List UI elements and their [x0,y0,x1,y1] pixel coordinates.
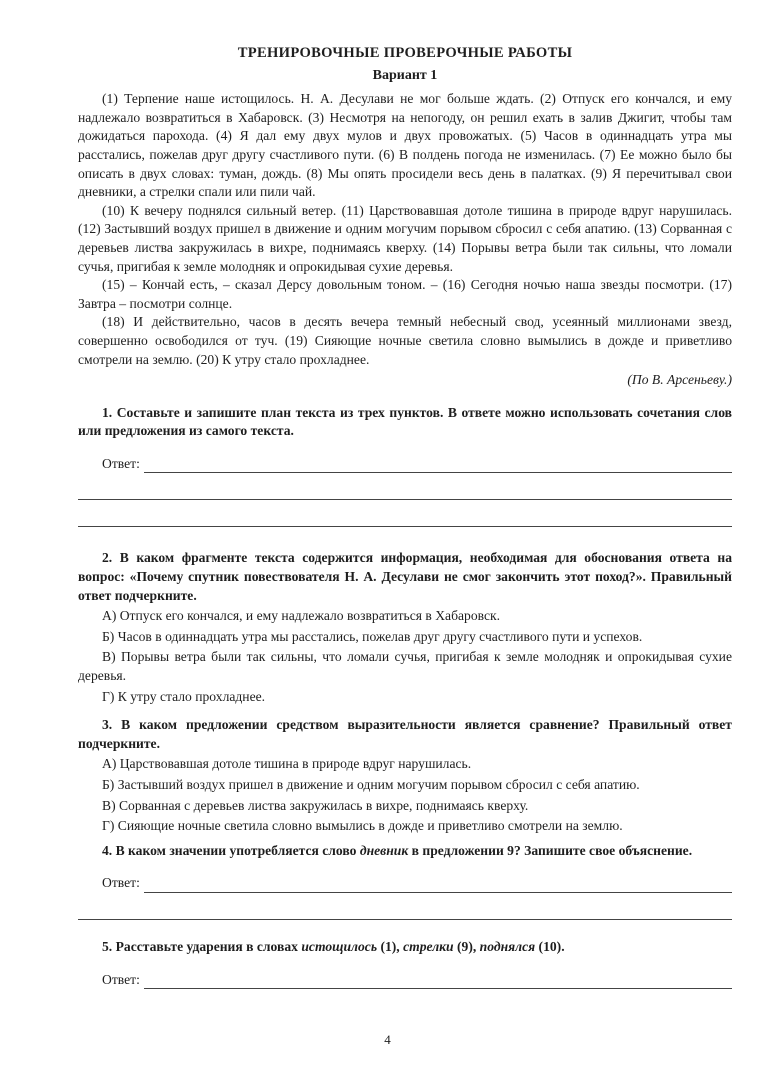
question-4-text [78,842,732,861]
question-5-word-2: стрелки [403,938,454,954]
answer-line-1[interactable] [144,878,732,893]
reading-text [78,90,732,390]
question-2-option-a[interactable]: А) Отпуск его кончался, и ему надлежало возвратиться в Хабаровск. [102,608,501,624]
question-5-text-b: (1), [377,938,404,954]
text-source: (По В. Арсеньеву.) [627,372,732,388]
answer-line-1[interactable] [144,458,732,473]
question-4-text-a: 4. В каком значении употребляется слово [102,842,360,858]
question-4-text-b: в предложении 9? Запишите свое объяснение. [408,842,693,858]
answer-line-2[interactable] [78,473,732,500]
question-2-option-c[interactable]: В) Порывы ветра были так сильны, что ломали сучья, пригибая к земле молодняк и опрокидывая сухие деревья. [78,649,732,684]
question-3-option-d[interactable]: Г) Сияющие ночные светила словно вымылись в дожде и приветливо смотрели на землю. [102,818,623,834]
question-5-word-3: поднялся [479,938,536,954]
question-2-text: 2. В каком фрагменте текста содержится информация, необходимая для обоснования ответа на вопрос: «Почему спутник повествователя Н. А. Десулави не смог закончить этот поход?». Правильный ответ подчеркните. [78,550,732,603]
text-paragraph-3: (15) – Кончай есть, – сказал Дерсу довольным тоном. – (16) Сегодня ночью наша звезды посмотри. (17) Завтра – посмотри солнце. [78,277,732,311]
question-5-text-d: (10). [535,938,565,954]
question-5-text-c: (9), [453,938,480,954]
text-paragraph-1: (1) Терпение наше истощилось. Н. А. Десулави не мог больше ждать. (2) Отпуск его кончался, и ему надлежало возвратиться в Хабаровск. (3) Несмотря на непогоду, он решил ехать в залив Джигит, чтобы там дожидаться парохода. (4) Я дал ему двух мулов и двух провожатых. (5) Часов в одиннадцать утра мы расстались, пожелав друг другу счастливого пути. (6) В полдень погода не изменилась. (7) Ее можно было бы описать в двух словах: туман, дождь. (8) Мы опять просидели весь день в палатках. (9) Я перечитывал свои дневники, а стрелки спали или пили чай. [78,91,732,200]
question-3-text: 3. В каком предложении средством выразительности является сравнение? Правильный ответ подчеркните. [78,717,732,751]
answer-line-2[interactable] [78,893,732,920]
answer-label: Ответ: [102,455,140,471]
question-3-option-b[interactable]: Б) Застывший воздух пришел в движение и одним могучим порывом сбросил с себя апатию. [102,777,640,792]
question-2 [78,549,732,706]
answer-line-3[interactable] [78,500,732,527]
text-paragraph-4: (18) И действительно, часов в десять вечера темный небесный свод, усеянный миллионами звезд, совершенно освободился от туч. (19) Сияющие ночные светила словно вымылись в дожде и приветливо смотрели на землю. (20) К утру стало прохладнее. [78,314,732,367]
question-5 [78,938,732,989]
question-4 [78,842,732,920]
question-5-text [78,938,732,957]
question-1-text: 1. Составьте и запишите план текста из трех пунктов. В ответе можно использовать сочетания слов или предложения из самого текста. [78,404,732,439]
question-1-answer-row [102,455,732,474]
question-4-keyword: дневник [359,842,409,858]
question-3-option-c[interactable]: В) Сорванная с деревьев листва закружилась в вихре, поднимаясь кверху. [102,797,529,813]
answer-label: Ответ: [102,971,140,987]
question-5-answer-row [102,971,732,990]
text-paragraph-2: (10) К вечеру поднялся сильный ветер. (11) Царствовавшая дотоле тишина в природе вдруг нарушилась. (12) Застывший воздух пришел в движение и одним могучим порывом сбросил с себя апатию. (13) Сорванная с деревьев листва закружилась в вихре, поднимаясь кверху. (14) Порывы ветра были так сильны, что ломали сучья, пригибая к земле молодняк и опрокидывая сухие деревья. [78,202,732,274]
question-2-option-d[interactable]: Г) К утру стало прохладнее. [102,688,266,704]
question-3-option-a[interactable]: А) Царствовавшая дотоле тишина в природе вдруг нарушилась. [102,756,472,772]
question-5-word-1: истощилось [301,938,378,954]
question-1 [78,404,732,528]
question-3 [78,716,732,836]
worksheet-page [78,44,732,989]
answer-label: Ответ: [102,875,140,891]
page-number: 4 [384,1032,391,1047]
question-2-option-b[interactable]: Б) Часов в одиннадцать утра мы расстались, пожелав друг другу счастливого пути и успехов. [102,628,643,644]
page-title: ТРЕНИРОВОЧНЫЕ ПРОВЕРОЧНЫЕ РАБОТЫ [237,45,573,61]
question-5-text-a: 5. Расставьте ударения в словах [102,938,302,954]
variant-heading: Вариант 1 [372,67,438,83]
answer-line-1[interactable] [144,974,732,989]
question-4-answer-row [102,874,732,893]
